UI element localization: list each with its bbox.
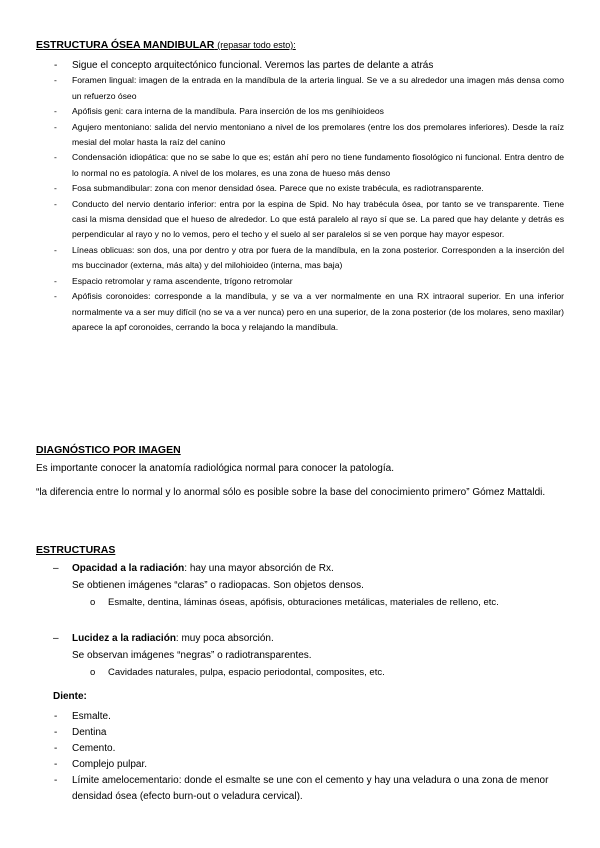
category-point: o Cavidades naturales, pulpa, espacio periodontal, composites, etc.: [90, 667, 385, 678]
section-heading-estructura-osea: [36, 39, 296, 51]
list-item: - Cemento.: [54, 743, 116, 754]
list-item: - Condensación idiopática: que no se sabe lo que es; están ahí pero no tiene fundamento fiosológico ni funcional. Entra dentro de lo normal no es patología. A nivel de los molares, es una zona de hueso más denso: [54, 152, 564, 178]
list-item: - Apófisis geni: cara interna de la mandíbula. Para inserción de los ms genihioideos: [54, 106, 384, 117]
diente-label: Diente:: [53, 691, 87, 702]
paragraph: Es importante conocer la anatomía radiológica normal para conocer la patología.: [36, 463, 394, 474]
category-label: Opacidad a la radiación: [72, 563, 185, 574]
list-item: - Apófisis coronoides: corresponde a la mandíbula, y se va a ver normalmente en una RX intraoral superior. En una inferior normalmente va a ser muy difícil (no se va a ver nunca) pero en una superior, de la zona posterior (de los molares, seno maxilar) aparece la apf coronoides, cerrando la boca y relajando la mandíbula.: [54, 291, 564, 332]
category-desc: : muy poca absorción.: [175, 633, 274, 644]
category-point: o Esmalte, dentina, láminas óseas, apófisis, obturaciones metálicas, materiales de relleno, etc.: [90, 597, 499, 608]
category-opacidad: [53, 560, 564, 611]
list-item: - Fosa submandibular: zona con menor densidad ósea. Parece que no existe trabécula, es radiotransparente.: [54, 183, 484, 194]
list-item: - Dentina: [54, 727, 107, 738]
dash-marker: –: [53, 563, 59, 574]
section-heading-estructuras: ESTRUCTURAS: [36, 544, 116, 556]
paragraph-quote: “la diferencia entre lo normal y lo anormal sólo es posible sobre la base del conocimiento primero” Gómez Mattaldi.: [36, 487, 546, 498]
list-item: - Agujero mentoniano: salida del nervio mentoniano a nivel de los premolares (entre los dos premolares inferiores). Desde la raíz mesial del molar hasta la raíz del canino: [54, 121, 564, 148]
list-item: - Esmalte.: [54, 711, 111, 722]
list-item: - Conducto del nervio dentario inferior: entra por la espina de Spid. No hay trabécula ósea, por tanto se ve transparente. Tiene casi la misma densidad que el hueso de alrededor. Lo que está paralelo al rayo sí que se. La pared que hay delante y detrás es perpendicular al rayo y no lo vemos, pero el techo y el suelo al ser paralelos si se ven porque hay mayor espesor.: [54, 198, 564, 240]
list-item: - Espacio retromolar y rama ascendente, trígono retromolar: [54, 275, 293, 286]
mandibular-structures-list: [36, 58, 564, 335]
list-item: - Límite amelocementario: donde el esmalte se une con el cemento y hay una veladura o una zona de menor densidad ósea (efecto burn-out o veladura cervical).: [54, 775, 549, 802]
dash-marker: –: [53, 633, 59, 644]
category-line: Se observan imágenes “negras” o radiotransparentes.: [72, 650, 312, 661]
category-label: Lucidez a la radiación: [72, 633, 176, 644]
heading-note: (repasar todo esto):: [217, 40, 296, 50]
diente-list: [36, 709, 564, 805]
list-item: - Foramen lingual: imagen de la entrada en la mandíbula de la arteria lingual. Se ve a su alrededor una imagen más densa como un refuerzo óseo: [54, 75, 564, 101]
list-item: - Sigue el concepto arquitectónico funcional. Veremos las partes de delante a atrás: [54, 60, 434, 71]
category-line: Se obtienen imágenes “claras” o radiopacas. Son objetos densos.: [72, 580, 364, 591]
list-item: - Líneas oblicuas: son dos, una por dentro y otra por fuera de la mandíbula, en la zona posterior. Corresponden a la inserción del ms buccinador (externa, más alta) y del milohioideo (interna, mas baja): [54, 244, 564, 271]
category-lucidez: [53, 630, 564, 681]
section-heading-diagnostico: DIAGNÓSTICO POR IMAGEN: [36, 444, 181, 456]
list-item: - Complejo pulpar.: [54, 759, 148, 770]
category-desc: : hay una mayor absorción de Rx.: [184, 563, 334, 574]
heading-text: ESTRUCTURA ÓSEA MANDIBULAR: [36, 39, 215, 51]
